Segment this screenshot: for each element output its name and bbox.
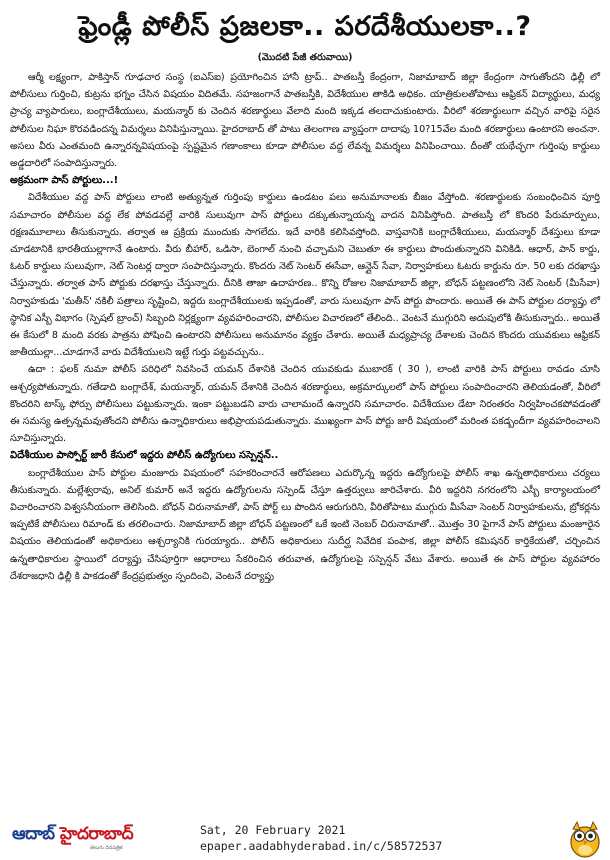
article-body [10, 69, 600, 585]
article-paragraph: బంగ్లాదేశీయుల పాస్ పోర్టుల మంజూరు విషయంలో సహకరించారనే ఆరోపణలు ఎదుర్కొన్న ఇద్దరు ఉద్యోగులపై పోలీస్ శాఖ ఉన్నతాధికారులు చర్యలు తీసుకున్నారు. మల్లేశ్వరావు, అనిల్ కుమార్ అనే ఇద్దరు ఉద్యోగులను సస్పెండ్ చేస్తూ ఉత్తర్వులు జారిచేశారు. వీరి ఇద్దరిని నగరంలోని ఎస్బీ కార్యాలయంలో విచారించారని విశ్వసనీయంగా తెలిసింది. బోధన్ చిరునామాతో, పాస్ పోర్ట్ లు పొందిన ఆరుగురిని, వీరితోపాటు ముగ్గురు మీసేవా సెంటర్ నిర్వాహకులను, బ్రోకర్లను ఇప్పటికే పోలీసులు రిమాండ్ కు తరలించారు. నిజామాబాద్ జిల్లా బోధన్ పట్టణంలో ఒకే ఇంటి నెంబర్ చిరునామాతో.. మొత్తం 30 పైగానే పాస్ పోర్టులు మంజూరైన విషయం తెలియడంతో అధికారులు ఆశ్చర్యానికి గురయ్యారు.. పోలీస్ అధికారులు సుదీర్ఘ నివేదిక పంపాక, జిల్లా పోలీస్ కమిషనర్ కార్తికేయతో, చర్చించిన ఉన్నతాధికారుల స్థాయిలో దర్యాప్తు చేసిపూర్తిగా ఆధారాలు సేకరించిన తరువాత, ఉద్యోగులపై సస్పెన్షన్ వేటు వేశారు. అయితే ఈ పాస్ పోర్టుల వ్యవహారం దేశరాజధాని ఢిల్లీ కి పాకడంతో కేంద్రప్రభుత్వం స్పందించి, వెంటనే దర్యాప్తు [10, 467, 600, 582]
article-paragraph: విదేశీయుల వద్ద పాస్ పోర్టులు లాంటి అత్యున్నత గుర్తింపు కార్డులు ఉండటం పలు అనుమానాలకు బీజం వేస్తోంది. శరణార్థులకు సంబంధించిన పూర్తి సమాచారం పోలీసుల వద్ద లేక పోవడవల్లే వారికి సులువుగా పాస్ పోర్టులు దక్కుతున్నాయన్న వాదన వినిపిస్తోంది. పాతబస్తీ లో కొందరి పేరుమార్పులు, రక్షణమూలాలు తీసుకున్నారు. తర్వాత ఆ ప్రక్రియ ముందుకు సాగలేదు. ఇదే వారికి కలిసివస్తోంది. వాస్తవానికి బంగ్లాదేశీయులు, మయన్మార్ దేశస్తులు కూడా చూడటానికి భారతీయుల్లాగానే ఉంటారు. వీరు బీహార్, ఒడిసా, బెంగాల్ నుంచి వచ్చామని చెబుతూ ఈ కార్డులు పొందుతున్నారని వినికిడి. ఆధార్, పాన్ కార్డు, ఓటర్ కార్డులు సులువుగా, నెట్ సెంటర్ల ద్వారా సంపాదిస్తున్నారు. కొందరు నెట్ సెంటర్ ఈసేవా, ఆన్లైన్ సేవా, నిర్వాహకులు ఓటరు కార్డును రూ. 50 లకు దరఖాస్తు చేస్తున్నారు. తర్వాత పాస్ పోర్టుకు దరఖాస్తు చేస్తున్నారు. దీనికి తాజా ఉదాహరణ.. కొన్ని రోజుల నిజామాబాద్ జిల్లా, బోధన్ పట్టణంలోని నెట్ సెంటర్ (మీసేవా) నిర్వాహకుడు 'మతీన్' నకిలీ పత్రాలు సృష్టించి, ఇద్దరు బంగ్లాదేశీయులకు ఇప్పడంతో, వారు సులువుగా పాస్ పోర్టు పొందారు. అయితే ఈ పాస్ పోర్టుల దర్యాప్తు లో స్థానిక ఎస్బీ విభాగం (స్పెషల్ బ్రాంచ్) సిబ్బంది నిర్లక్ష్యంగా వ్యవహరించారని, పోలీసుల విచారణలో తేలింది.. వెంటనే ముగ్గురిని అదుపులోకి తీసుకున్నారు.. అయితే ఈ కేసులో 8 మంది వరకు పాత్రను పోషించి ఉంటారని పోలీసులు అనుమానం వ్యక్తం చేశారు. అయితే మధ్యప్రాచ్య దేశాలకు చెందిన కొందరు యువకులు ఆఫ్రికన్ జాతీయుల్లా...చూడగానే వారు విదేశీయులని ఇట్టే గుర్తు పట్టవచ్చును.. [10, 192, 600, 359]
edition-date: Sat, 20 February 2021 [200, 823, 346, 837]
article-paragraph: ఉదా : ఫలక్ నుమా పోలీస్ పరిధిలో నివసించే యమన్ దేశానికి చెందిన యువకుడు ముబారక్ ( 30 ), లాంటి వారికి పాస్ పోర్టులు రావడం చూసి ఆశ్చర్యపోతున్నారు. గతేడాది బంగ్లాదేశ్, మయన్మార్, యమన్ దేశానికి చెందిన శరణార్థులు, అక్రమార్కులలో పాస్ పోర్టులు సంపాదించారని తెలియడంతో, వీరిలో కొందరిని టాస్క్ ఫోర్సు పోలీసులు పట్టుకున్నారు. ఇంకా పట్టుబడని వారు చాలామందే ఉన్నారని సమాచారం. విదేశీయుల డేటా నిరంతరం నిర్వహించకపోవడంతో ఈ సమస్య ఉత్పన్నమవుతోందని పోలీసు ఉన్నాధికారులు అభిప్రాయపడుతున్నారు. ముఖ్యంగా పాస్ పోర్టు జారీ విషయంలో మరింత పకడ్బందీగా వ్యవహరించాలని సూచిస్తున్నారు. [10, 364, 600, 445]
page-footer [0, 820, 610, 860]
subhead-suspension: విదేశీయుల పాస్పోర్ట్ జారీ కేసులో ఇద్దరు పోలీస్ ఉద్యోగులు సస్పెన్షన్.. [10, 450, 279, 462]
headline: ఫ్రెండ్లీ పోలీస్ ప్రజలకా.. పరదేశీయులకా..? [78, 11, 532, 42]
logo-part2: హైదరాబాద్ [59, 824, 134, 844]
subhead-illegal-passports: అక్రమంగా పాస్ పోర్టులు...! [10, 175, 119, 187]
logo-part1: ఆదాబ్ [12, 824, 55, 844]
edition-info [200, 822, 442, 854]
article-paragraph: ఆర్మీ లక్ష్యంగా, పాకిస్తాన్ గూఢచార సంస్థ (ఐఎస్ఐ) ప్రయోగించిన హానీ ట్రాప్.. పాతబస్తీ కేంద్రంగా, నిజామాబాద్ జిల్లా కేంద్రంగా సాగుతోందని ఢిల్లీ లో పోలీసులు గుర్తించి, కుట్రను భగ్నం చేసిన విషయం విదితమే. సహజంగానే పాతబస్తీకి, విదేశీయుల తాకిడి అధికం. యాత్రికులతోపాటు ఆఫ్రికన్ విద్యార్థులు, మధ్య ప్రాచ్య వ్యాపారులు, బంగ్లాదేశీయులు, మయన్మార్ కు చెందిన శరణార్థులు వేలాది మంది ఇక్కడ తలదాచుకుంటారు. వీరిలో శరణార్థులుగా వచ్చిన వారిపై సరైన పోలీసుల నిఘా కొరవడిందన్న విమర్శలు వినిపిస్తున్నాయి. హైదరాబాద్ తో పాటు తెలంగాణ వ్యాప్తంగా దాదాపు 10?15వేల మంది శరణార్థులు ఉంటారని అంచనా. అసలు వీరు ఎంతమంది ఉన్నారన్నవిషయంపై స్పష్టమైన గణాంకాలు కూడా పోలీసుల వద్ద లేవన్న విమర్శలు వినిపించాయి. దీంతో యథేచ్ఛగా గుర్తింపు కార్డులు అడ్డదారిలో సంపాదిస్తున్నారు. [10, 72, 600, 170]
continuation-note: (మొదటి పేజీ తరువాయి) [257, 52, 353, 63]
edition-url[interactable]: epaper.aadabhyderabad.in/c/58572537 [200, 839, 443, 853]
owl-mascot-icon [568, 820, 602, 858]
logo-tagline: తెలుగు దినపత్రిక [90, 845, 123, 851]
